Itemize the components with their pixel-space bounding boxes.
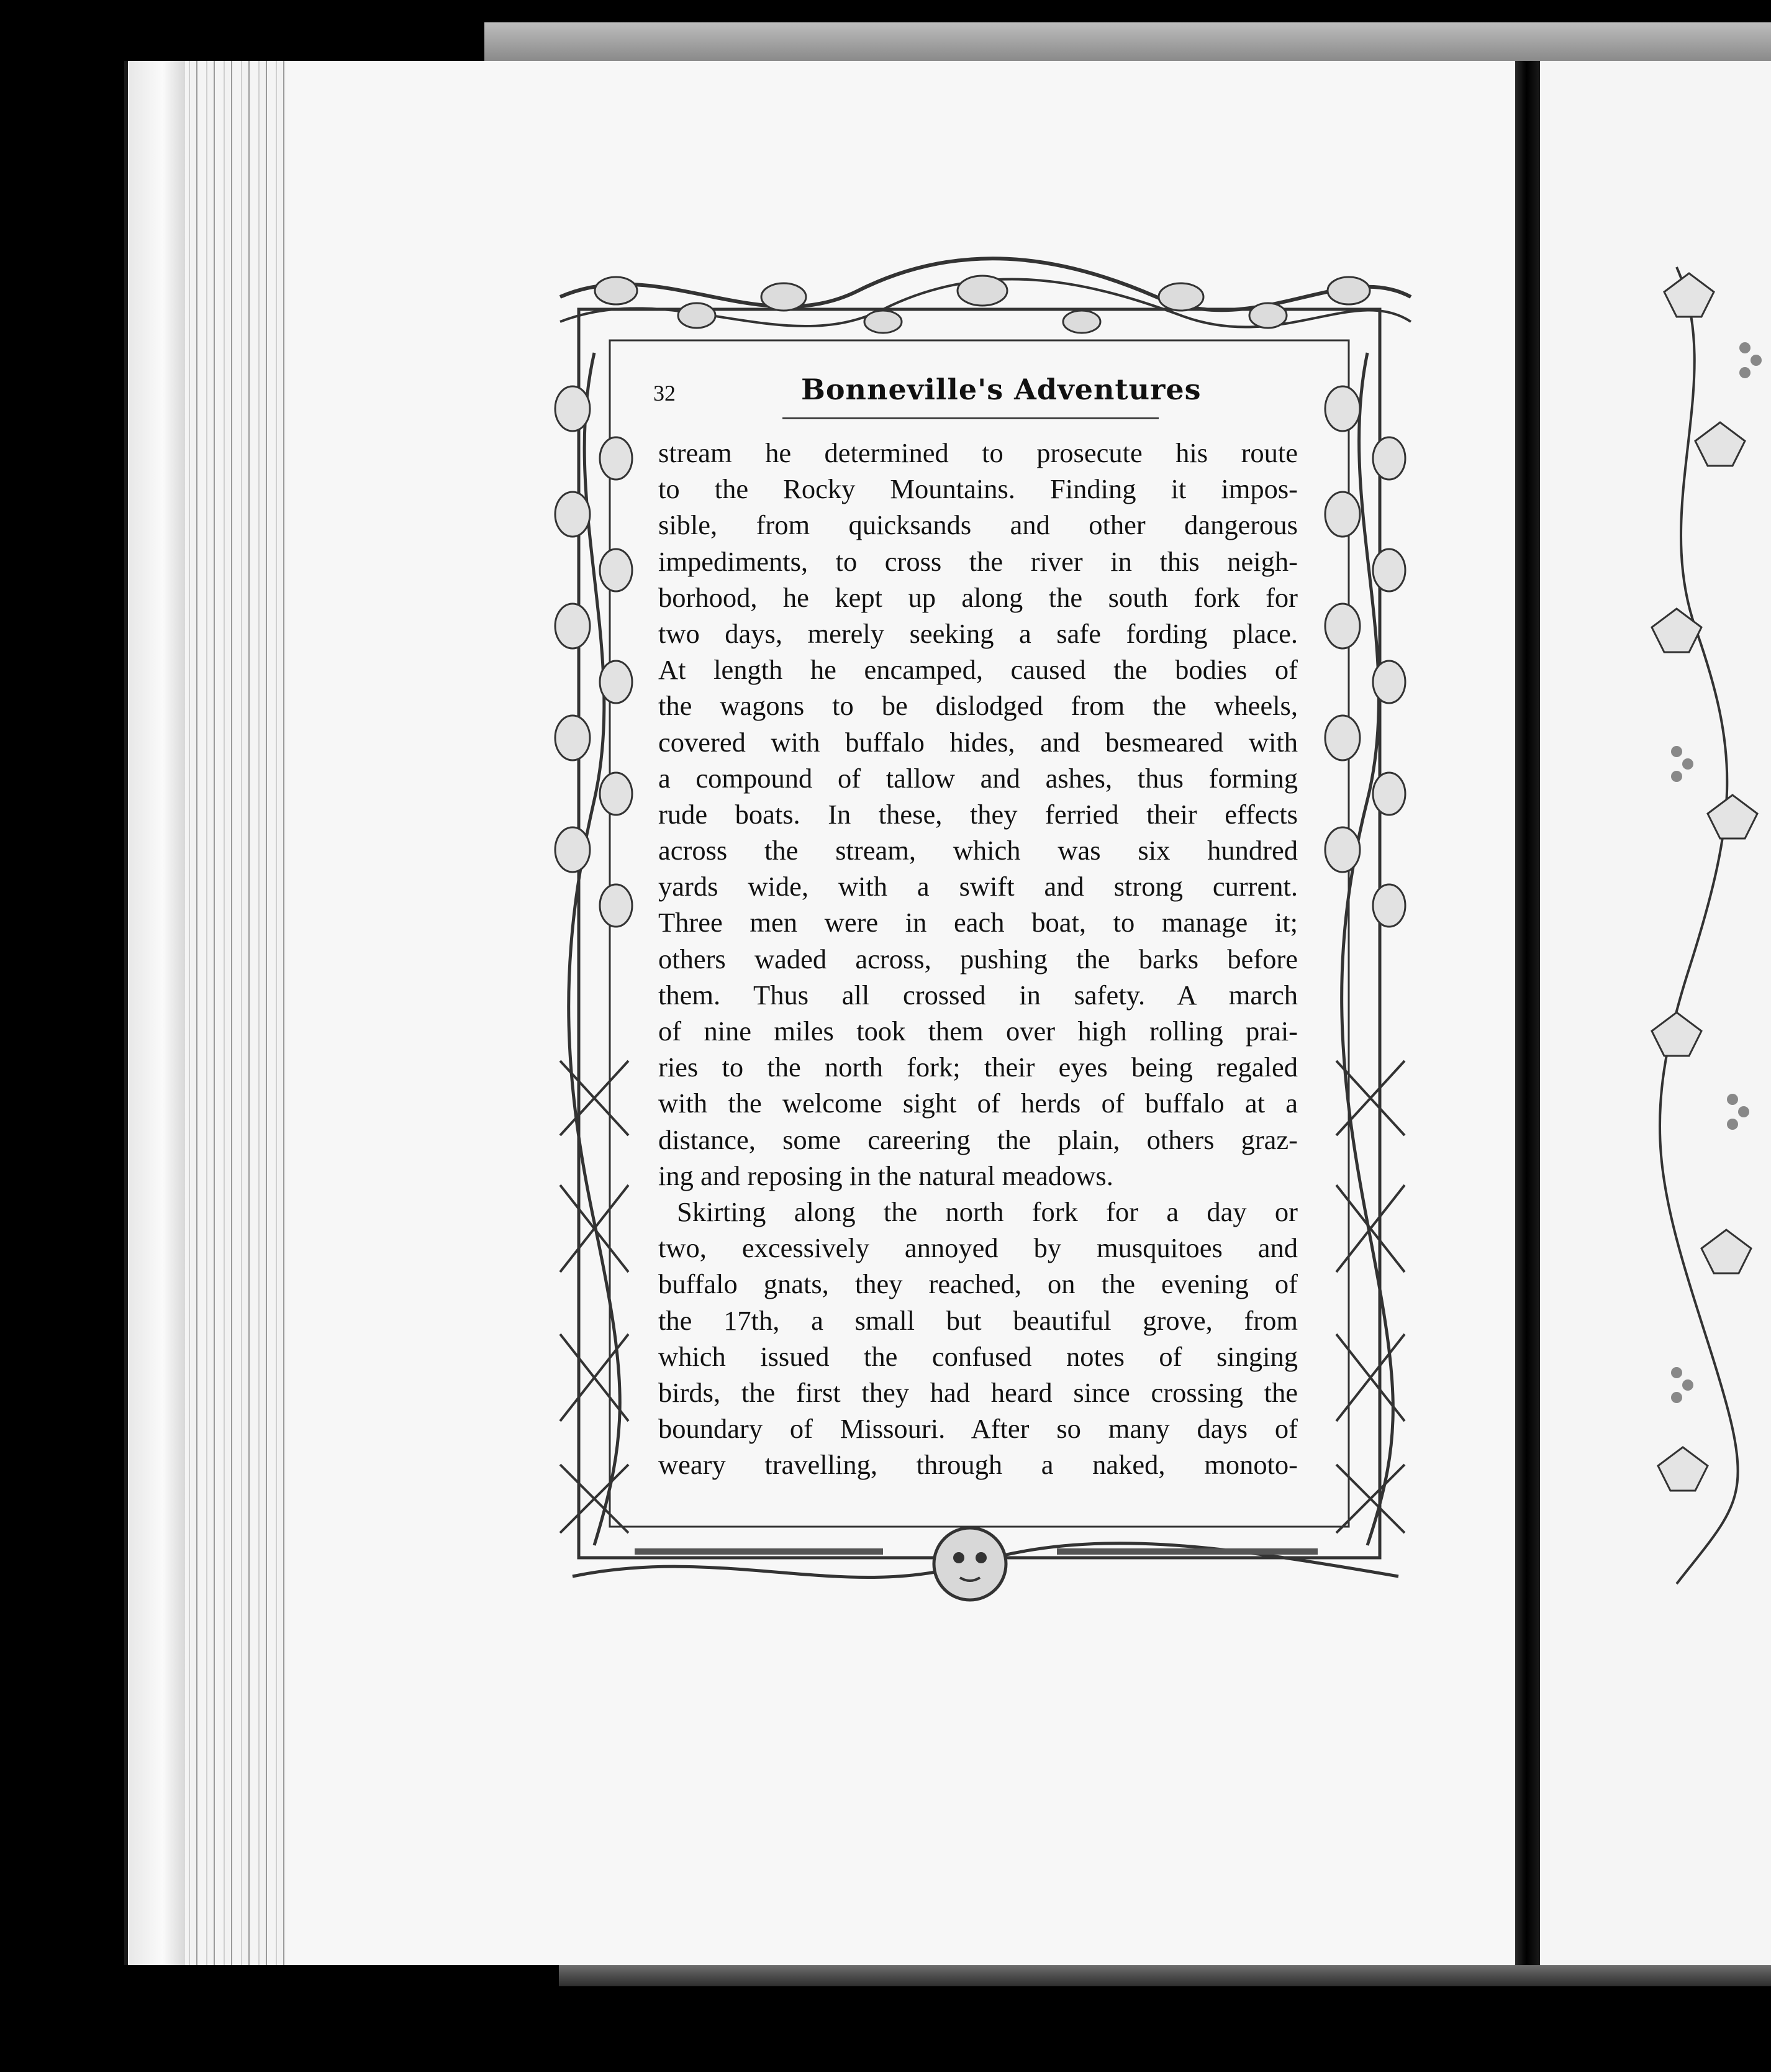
text-line: ries to the north fork; their eyes being regaled [658,1052,1298,1083]
text-line: rude boats. In these, they ferried their effects [658,798,1298,830]
text-line: borhood, he kept up along the south fork for [658,581,1298,613]
text-line: covered with buffalo hides, and besmeared with [658,726,1298,758]
page-stack-edge-highlight [129,61,185,1965]
scan-bottom-strip [559,1965,1771,1986]
text-line: sible, from quicksands and other dangerous [658,509,1298,541]
text-line: At length he encamped, caused the bodies of [658,654,1298,686]
running-head: Bonneville's Adventures [801,373,1202,406]
text-line: stream he determined to prosecute his route [658,437,1298,468]
grapevine-border-icon [1639,255,1771,1596]
text-line: them. Thus all crossed in safety. A march [658,979,1298,1011]
text-line: birds, the first they had heard since crossing the [658,1376,1298,1408]
text-line: a compound of tallow and ashes, thus forming [658,762,1298,794]
text-line: of nine miles took them over high rolling prai- [658,1016,1298,1047]
text-line: the 17th, a small but beautiful grove, from [658,1304,1298,1336]
text-line: two, excessively annoyed by musquitoes and [658,1232,1298,1264]
text-line: to the Rocky Mountains. Finding it impos- [658,473,1298,505]
text-line: across the stream, which was six hundred [658,835,1298,866]
text-line: boundary of Missouri. After so many days of [658,1413,1298,1445]
scan-top-strip [484,22,1771,61]
text-line: the wagons to be dislodged from the wheels, [658,690,1298,722]
text-line: others waded across, pushing the barks before [658,943,1298,975]
page-number: 32 [653,381,676,406]
text-line: impediments, to cross the river in this neigh- [658,545,1298,577]
header-rule [782,417,1159,419]
text-line: yards wide, with a swift and strong current. [658,871,1298,902]
text-line: two days, merely seeking a safe fording place. [658,617,1298,649]
text-line: ing and reposing in the natural meadows. [658,1160,1113,1191]
text-line: with the welcome sight of herds of buffalo at a [658,1088,1298,1119]
text-line: distance, some careering the plain, others graz- [658,1124,1298,1155]
book-gutter [1515,61,1540,1968]
text-line: weary travelling, through a naked, monoto- [658,1449,1298,1481]
text-line: which issued the confused notes of singing [658,1340,1298,1372]
text-line: buffalo gnats, they reached, on the evening of [658,1268,1298,1300]
text-line: Skirting along the north fork for a day or [677,1196,1298,1227]
body-text [658,435,1298,1483]
text-line: Three men were in each boat, to manage it; [658,907,1298,938]
